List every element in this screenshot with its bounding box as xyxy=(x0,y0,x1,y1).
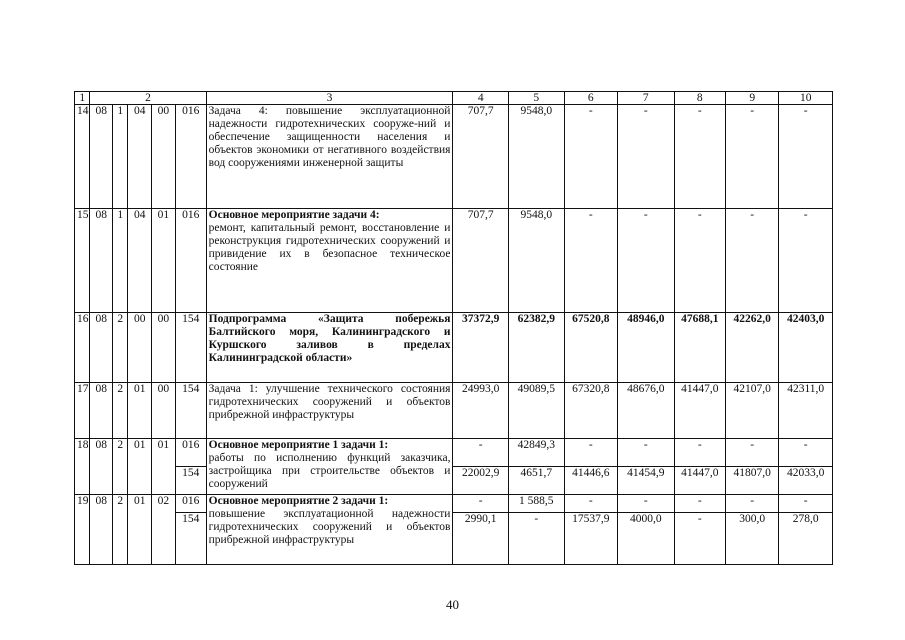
row-description xyxy=(206,105,453,209)
value-cell: - xyxy=(508,513,564,565)
code-section: 08 xyxy=(90,383,113,439)
value-cell: - xyxy=(617,105,674,209)
value-cell: 42403,0 xyxy=(779,313,833,383)
table-row xyxy=(75,513,833,565)
code-admin: 016 xyxy=(175,209,206,313)
row-number: 19 xyxy=(75,495,90,565)
value-cell: - xyxy=(674,513,725,565)
header-cell: 1 xyxy=(75,92,90,105)
value-cell: - xyxy=(779,105,833,209)
code-event: 00 xyxy=(152,313,176,383)
value-cell: 22002,9 xyxy=(453,467,509,495)
row-description xyxy=(206,439,453,495)
code-section: 08 xyxy=(90,313,113,383)
value-cell: 707,7 xyxy=(453,105,509,209)
value-cell: 62382,9 xyxy=(508,313,564,383)
code-task: 01 xyxy=(128,439,152,495)
value-cell: 42033,0 xyxy=(779,467,833,495)
value-cell: - xyxy=(779,495,833,513)
value-cell: 4651,7 xyxy=(508,467,564,495)
value-cell: 48676,0 xyxy=(617,383,674,439)
code-task: 01 xyxy=(128,495,152,565)
code-subprogram: 2 xyxy=(113,313,128,383)
value-cell: - xyxy=(453,495,509,513)
description-title: Основное мероприятие 2 задачи 1: xyxy=(208,495,389,507)
header-cell: 4 xyxy=(453,92,509,105)
value-cell: 37372,9 xyxy=(453,313,509,383)
table-row xyxy=(75,105,833,209)
value-cell: - xyxy=(617,495,674,513)
code-section: 08 xyxy=(90,105,113,209)
code-section: 08 xyxy=(90,209,113,313)
code-event: 00 xyxy=(152,383,176,439)
value-cell: 1 588,5 xyxy=(508,495,564,513)
header-cell: 5 xyxy=(508,92,564,105)
value-cell: - xyxy=(564,209,617,313)
value-cell: - xyxy=(617,439,674,467)
budget-table xyxy=(74,91,833,565)
row-number: 17 xyxy=(75,383,90,439)
value-cell: 41807,0 xyxy=(725,467,778,495)
value-cell: - xyxy=(725,105,778,209)
value-cell: 41447,0 xyxy=(674,383,725,439)
code-admin: 154 xyxy=(175,513,206,565)
code-task: 00 xyxy=(128,313,152,383)
header-cell: 3 xyxy=(206,92,453,105)
description-title: Основное мероприятие 1 задачи 1: xyxy=(208,439,389,451)
value-cell: 67320,8 xyxy=(564,383,617,439)
code-subprogram: 2 xyxy=(113,495,128,565)
code-event: 00 xyxy=(152,105,176,209)
value-cell: - xyxy=(564,495,617,513)
header-cell: 6 xyxy=(564,92,617,105)
code-admin: 016 xyxy=(175,105,206,209)
value-cell: 707,7 xyxy=(453,209,509,313)
description-text: Задача 1: улучшение технического состояния гидротехнических сооружений и объектов прибрежной инфраструктуры xyxy=(208,383,451,421)
value-cell: 4000,0 xyxy=(617,513,674,565)
page-number: 40 xyxy=(446,597,459,612)
value-cell: - xyxy=(674,495,725,513)
value-cell: 67520,8 xyxy=(564,313,617,383)
code-subprogram: 1 xyxy=(113,105,128,209)
table-row xyxy=(75,467,833,495)
description-text: повышение эксплуатационной надежности гидротехнических сооружений и объектов прибрежной инфраструктуры xyxy=(208,508,451,546)
row-number: 15 xyxy=(75,209,90,313)
header-cell: 10 xyxy=(779,92,833,105)
header-cell: 9 xyxy=(725,92,778,105)
value-cell: - xyxy=(617,209,674,313)
code-task: 01 xyxy=(128,383,152,439)
value-cell: 41447,0 xyxy=(674,467,725,495)
row-description xyxy=(206,495,453,565)
row-description xyxy=(206,313,453,383)
description-text: работы по исполнению функций заказчика, застройщика при строительстве объектов и сооружений xyxy=(208,452,451,490)
row-number: 14 xyxy=(75,105,90,209)
code-admin: 154 xyxy=(175,313,206,383)
value-cell: - xyxy=(453,439,509,467)
value-cell: - xyxy=(725,439,778,467)
code-admin: 154 xyxy=(175,383,206,439)
value-cell: 41446,6 xyxy=(564,467,617,495)
value-cell: - xyxy=(725,209,778,313)
table-row xyxy=(75,383,833,439)
code-subprogram: 2 xyxy=(113,383,128,439)
description-title: Подпрограмма «Защита побережья Балтийского моря, Калининградского и Куршского заливов в пределах Калининградской области» xyxy=(208,313,451,364)
code-task: 04 xyxy=(128,105,152,209)
code-subprogram: 1 xyxy=(113,209,128,313)
code-admin: 016 xyxy=(175,495,206,513)
value-cell: - xyxy=(779,209,833,313)
value-cell: 42107,0 xyxy=(725,383,778,439)
value-cell: 2990,1 xyxy=(453,513,509,565)
value-cell: 41454,9 xyxy=(617,467,674,495)
row-number: 18 xyxy=(75,439,90,495)
header-cell: 7 xyxy=(617,92,674,105)
description-text: Задача 4: повышение эксплуатационной надежности гидротехнических сооруже-ний и обеспечение защищенности населения и объектов экономики от негативного воздействия вод сооружениями инженерной защиты xyxy=(208,105,451,169)
value-cell: - xyxy=(725,495,778,513)
value-cell: 278,0 xyxy=(779,513,833,565)
value-cell: 42311,0 xyxy=(779,383,833,439)
row-number: 16 xyxy=(75,313,90,383)
code-section: 08 xyxy=(90,495,113,565)
row-description xyxy=(206,383,453,439)
table-row xyxy=(75,313,833,383)
code-subprogram: 2 xyxy=(113,439,128,495)
table-row xyxy=(75,495,833,513)
code-admin: 016 xyxy=(175,439,206,467)
code-admin: 154 xyxy=(175,467,206,495)
value-cell: - xyxy=(779,439,833,467)
value-cell: - xyxy=(564,439,617,467)
code-task: 04 xyxy=(128,209,152,313)
code-section: 08 xyxy=(90,439,113,495)
value-cell: - xyxy=(674,209,725,313)
value-cell: 47688,1 xyxy=(674,313,725,383)
value-cell: - xyxy=(674,439,725,467)
code-event: 01 xyxy=(152,209,176,313)
value-cell: 24993,0 xyxy=(453,383,509,439)
header-row xyxy=(75,92,833,105)
value-cell: 300,0 xyxy=(725,513,778,565)
header-cell: 8 xyxy=(674,92,725,105)
code-event: 02 xyxy=(152,495,176,565)
value-cell: 42262,0 xyxy=(725,313,778,383)
value-cell: - xyxy=(674,105,725,209)
table-row xyxy=(75,439,833,467)
value-cell: 48946,0 xyxy=(617,313,674,383)
table-row xyxy=(75,209,833,313)
code-event: 01 xyxy=(152,439,176,495)
header-cell: 2 xyxy=(90,92,206,105)
value-cell: 49089,5 xyxy=(508,383,564,439)
value-cell: - xyxy=(564,105,617,209)
value-cell: 42849,3 xyxy=(508,439,564,467)
value-cell: 9548,0 xyxy=(508,209,564,313)
description-text: ремонт, капитальный ремонт, восстановление и реконструкция гидротехнических сооружений и привидение их в безопасное техническое состояние xyxy=(208,222,451,273)
description-title: Основное мероприятие задачи 4: xyxy=(208,209,380,221)
row-description xyxy=(206,209,453,313)
value-cell: 9548,0 xyxy=(508,105,564,209)
value-cell: 17537,9 xyxy=(564,513,617,565)
